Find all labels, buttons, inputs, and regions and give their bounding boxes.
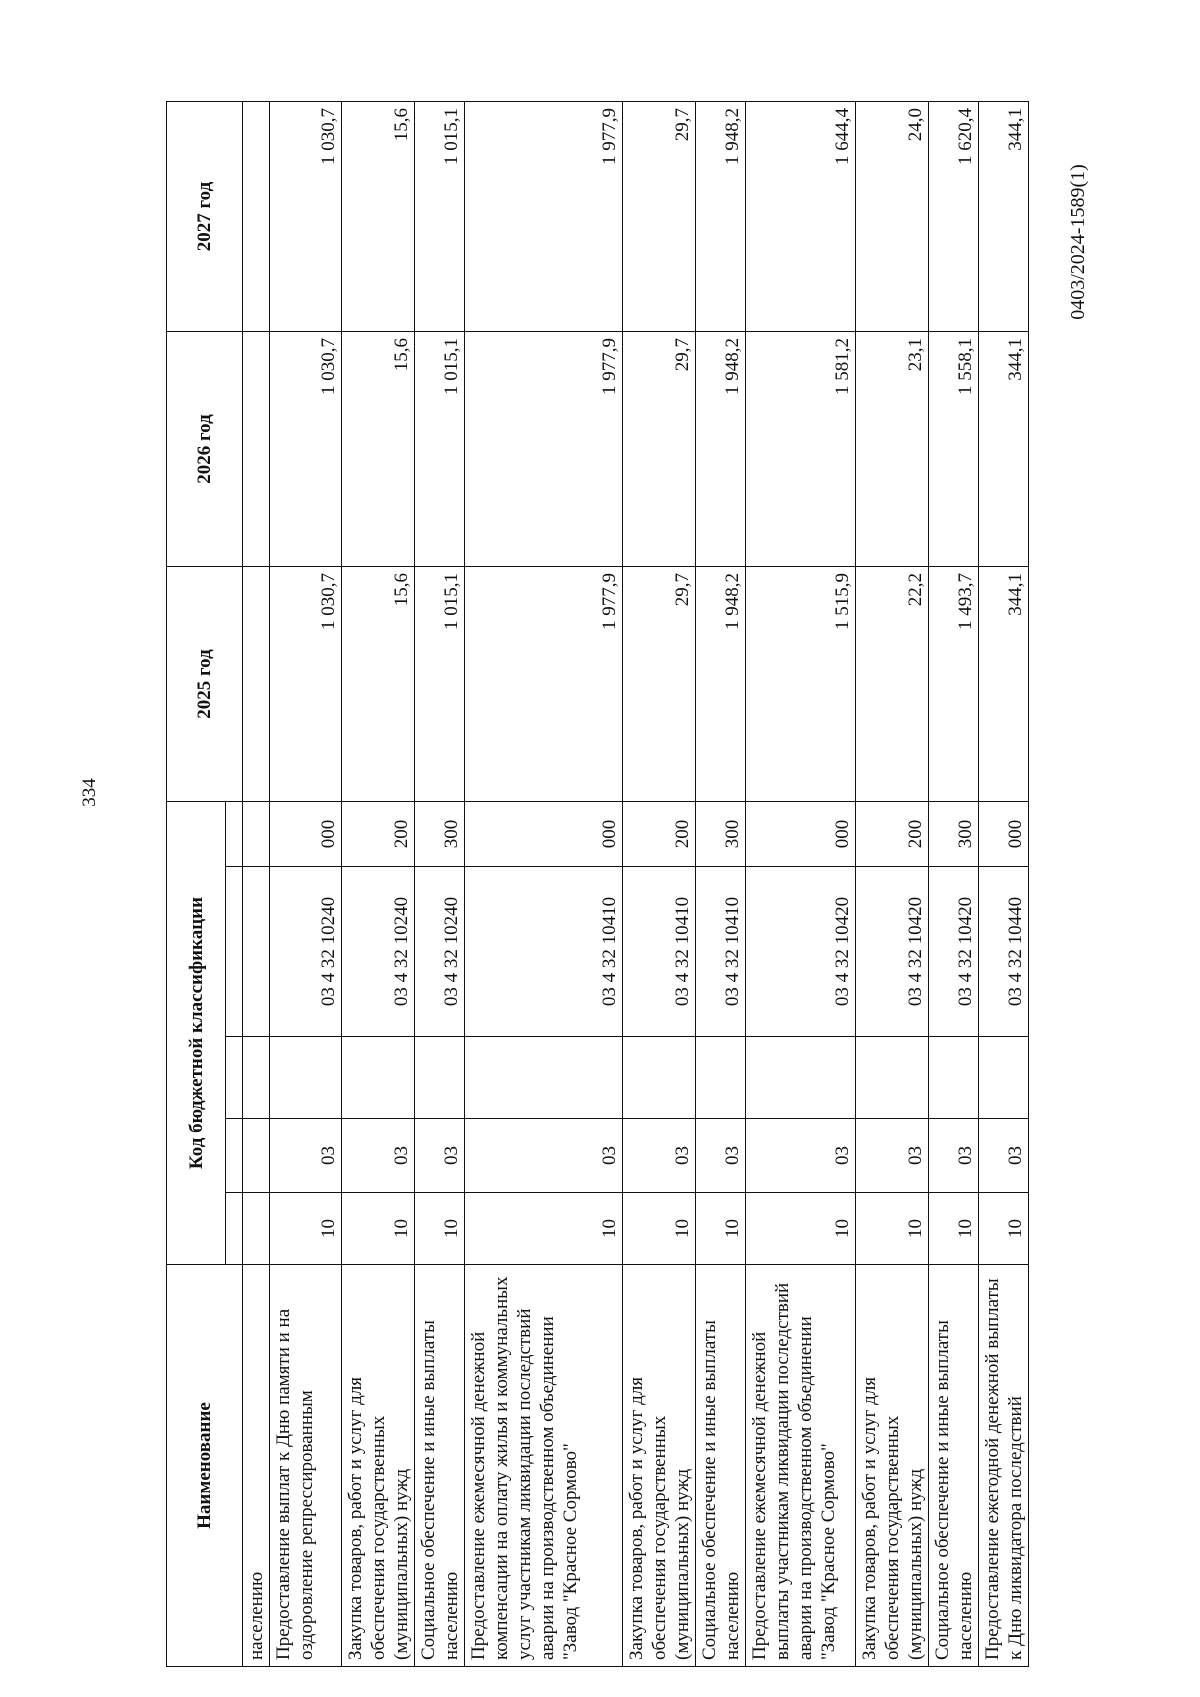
row-name: Закупка товаров, работ и услуг для обеспечения государственных (муниципальных) нужд (623, 1265, 696, 1667)
code-subsection: 03 (696, 1119, 746, 1193)
code-expense-type: 200 (342, 802, 415, 867)
code-expense-type: 300 (696, 802, 746, 867)
code-target-article: 03 4 32 10420 (856, 867, 929, 1037)
code-section: 10 (623, 1193, 696, 1265)
code-empty (623, 1037, 696, 1119)
code-subsection: 03 (415, 1119, 465, 1193)
code-expense-type: 000 (746, 802, 856, 867)
code-subsection: 03 (979, 1119, 1029, 1193)
row-name: Закупка товаров, работ и услуг для обеспечения государственных (муниципальных) нужд (856, 1265, 929, 1667)
code-section: 10 (270, 1193, 342, 1265)
row-name: Предоставление ежемесячной денежной компенсации на оплату жилья и коммунальных услуг участникам ликвидации последствий аварии на производственном объединении "Завод "Красное Сормово" (465, 1265, 623, 1667)
code-subcell (226, 1119, 243, 1193)
value-2025: 344,1 (979, 567, 1029, 802)
code-empty (243, 1037, 270, 1119)
value-2026: 1 581,2 (746, 332, 856, 567)
table-row (856, 102, 929, 1667)
page-number: 334 (78, 778, 100, 807)
code-target-article: 03 4 32 10240 (270, 867, 342, 1037)
value-2026: 1 977,9 (465, 332, 623, 567)
table-row (746, 102, 856, 1667)
code-target-article: 03 4 32 10410 (465, 867, 623, 1037)
row-name: Закупка товаров, работ и услуг для обеспечения государственных (муниципальных) нужд (342, 1265, 415, 1667)
code-subcell (226, 1193, 243, 1265)
code-section: 10 (979, 1193, 1029, 1265)
value-2027: 29,7 (623, 102, 696, 332)
row-name: Предоставление ежемесячной денежной выплаты участникам ликвидации последствий аварии на производственном объединении "Завод "Красное Сормово" (746, 1265, 856, 1667)
value-2027: 24,0 (856, 102, 929, 332)
row-name: Предоставление ежегодной денежной выплаты к Дню ликвидатора последствий (979, 1265, 1029, 1667)
code-subcell (226, 867, 243, 1037)
code-expense-type: 200 (856, 802, 929, 867)
value-2026 (243, 332, 270, 567)
code-subcell (226, 802, 243, 867)
budget-table (166, 101, 1029, 1667)
table-row (623, 102, 696, 1667)
code-section: 10 (746, 1193, 856, 1265)
header-row (167, 102, 226, 1667)
code-section: 10 (929, 1193, 979, 1265)
table-row (270, 102, 342, 1667)
header-2026: 2026 год (167, 332, 243, 567)
value-2025: 1 948,2 (696, 567, 746, 802)
rotated-table-container (166, 102, 1100, 1667)
code-expense-type (243, 802, 270, 867)
code-subsection: 03 (929, 1119, 979, 1193)
code-subcell (226, 1037, 243, 1119)
header-code: Код бюджетной классификации (167, 802, 226, 1265)
code-subsection: 03 (746, 1119, 856, 1193)
code-expense-type: 300 (929, 802, 979, 867)
value-2027: 1 948,2 (696, 102, 746, 332)
row-name: Социальное обеспечение и иные выплаты населению (415, 1265, 465, 1667)
value-2027: 15,6 (342, 102, 415, 332)
value-2026: 1 015,1 (415, 332, 465, 567)
value-2025 (243, 567, 270, 802)
table-row (415, 102, 465, 1667)
code-subsection: 03 (342, 1119, 415, 1193)
code-expense-type: 200 (623, 802, 696, 867)
row-name: Социальное обеспечение и иные выплаты населению (696, 1265, 746, 1667)
value-2026: 344,1 (979, 332, 1029, 567)
row-name: Предоставление выплат к Дню памяти и на оздоровление репрессированным (270, 1265, 342, 1667)
header-name: Наименование (167, 1265, 243, 1667)
code-target-article: 03 4 32 10440 (979, 867, 1029, 1037)
value-2025: 15,6 (342, 567, 415, 802)
code-expense-type: 000 (465, 802, 623, 867)
header-2025: 2025 год (167, 567, 243, 802)
code-empty (270, 1037, 342, 1119)
code-subsection (243, 1119, 270, 1193)
table-row (929, 102, 979, 1667)
code-expense-type: 000 (270, 802, 342, 867)
code-section: 10 (696, 1193, 746, 1265)
code-section: 10 (856, 1193, 929, 1265)
code-empty (856, 1037, 929, 1119)
code-empty (929, 1037, 979, 1119)
code-empty (465, 1037, 623, 1119)
code-target-article: 03 4 32 10410 (696, 867, 746, 1037)
code-section: 10 (342, 1193, 415, 1265)
value-2026: 1 030,7 (270, 332, 342, 567)
code-target-article: 03 4 32 10410 (623, 867, 696, 1037)
document-code: 0403/2024-1589(1) (1066, 164, 1089, 320)
value-2025: 1 515,9 (746, 567, 856, 802)
value-2026: 1 948,2 (696, 332, 746, 567)
value-2025: 1 030,7 (270, 567, 342, 802)
value-2027: 1 030,7 (270, 102, 342, 332)
code-target-article (243, 867, 270, 1037)
code-section (243, 1193, 270, 1265)
table-row (243, 102, 270, 1667)
row-name: населению (243, 1265, 270, 1667)
value-2026: 1 558,1 (929, 332, 979, 567)
code-target-article: 03 4 32 10420 (746, 867, 856, 1037)
table-row (979, 102, 1029, 1667)
code-subsection: 03 (270, 1119, 342, 1193)
value-2025: 1 977,9 (465, 567, 623, 802)
code-empty (746, 1037, 856, 1119)
value-2027: 1 644,4 (746, 102, 856, 332)
value-2026: 15,6 (342, 332, 415, 567)
value-2025: 22,2 (856, 567, 929, 802)
table-row (696, 102, 746, 1667)
value-2027 (243, 102, 270, 332)
row-name: Социальное обеспечение и иные выплаты населению (929, 1265, 979, 1667)
code-expense-type: 000 (979, 802, 1029, 867)
code-subsection: 03 (465, 1119, 623, 1193)
code-subsection: 03 (856, 1119, 929, 1193)
code-expense-type: 300 (415, 802, 465, 867)
value-2025: 29,7 (623, 567, 696, 802)
value-2027: 1 015,1 (415, 102, 465, 332)
code-section: 10 (465, 1193, 623, 1265)
code-empty (696, 1037, 746, 1119)
code-target-article: 03 4 32 10240 (342, 867, 415, 1037)
code-section: 10 (415, 1193, 465, 1265)
code-target-article: 03 4 32 10240 (415, 867, 465, 1037)
code-empty (979, 1037, 1029, 1119)
value-2025: 1 015,1 (415, 567, 465, 802)
table-body (243, 102, 1029, 1667)
table-row (465, 102, 623, 1667)
code-target-article: 03 4 32 10420 (929, 867, 979, 1037)
value-2025: 1 493,7 (929, 567, 979, 802)
header-2027: 2027 год (167, 102, 243, 332)
value-2027: 1 620,4 (929, 102, 979, 332)
code-empty (342, 1037, 415, 1119)
value-2026: 23,1 (856, 332, 929, 567)
value-2026: 29,7 (623, 332, 696, 567)
code-subsection: 03 (623, 1119, 696, 1193)
value-2027: 1 977,9 (465, 102, 623, 332)
table-row (342, 102, 415, 1667)
value-2027: 344,1 (979, 102, 1029, 332)
code-empty (415, 1037, 465, 1119)
